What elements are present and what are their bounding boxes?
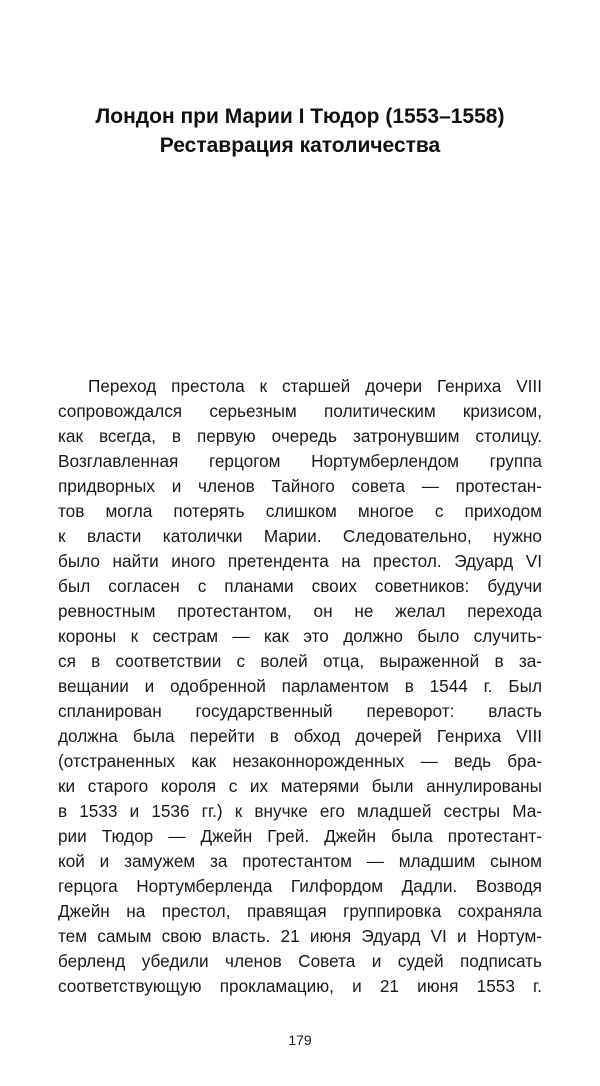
text-line: соответствующую прокламацию, и 21 июня 1553 г. bbox=[58, 976, 542, 996]
text-line: ки старого короля с их матерями были аннулированы bbox=[58, 776, 542, 796]
text-line: ся в соответствии с волей отца, выраженной в за- bbox=[58, 651, 542, 671]
text-line: Возглавленная герцогом Нортумберлендом группа bbox=[58, 451, 542, 471]
chapter-heading-line-2: Реставрация католичества bbox=[159, 134, 441, 157]
text-line: ревностным протестантом, он не желал перехода bbox=[58, 601, 542, 621]
text-line: в 1533 и 1536 гг.) к внучке его младшей сестры Ма- bbox=[58, 801, 542, 821]
text-line: был согласен с планами своих советников: будучи bbox=[58, 576, 542, 596]
text-line: тов могла потерять слишком многое с приходом bbox=[58, 501, 542, 521]
text-line: было найти иного претендента на престол. Эдуард VI bbox=[58, 551, 542, 571]
text-line: герцога Нортумберленда Гилфордом Дадли. Возводя bbox=[58, 876, 542, 896]
chapter-heading bbox=[40, 102, 560, 160]
text-line: тем самым свою власть. 21 июня Эдуард VI и Нортум- bbox=[58, 926, 542, 946]
text-line: короны к сестрам — как это должно было случить- bbox=[58, 626, 542, 646]
text-line: рии Тюдор — Джейн Грей. Джейн была протестант- bbox=[58, 826, 542, 846]
body-paragraph bbox=[58, 374, 542, 999]
text-line: Переход престола к старшей дочери Генриха VIII bbox=[88, 376, 542, 396]
text-line: спланирован государственный переворот: власть bbox=[58, 701, 542, 721]
text-line: берленд убедили членов Совета и судей подписать bbox=[58, 951, 542, 971]
text-line: сопровождался серьезным политическим кризисом, bbox=[58, 401, 542, 421]
text-line: (отстраненных как незаконнорожденных — ведь бра- bbox=[58, 751, 542, 771]
page-number: 179 bbox=[288, 1032, 312, 1048]
text-line: Джейн на престол, правящая группировка сохраняла bbox=[58, 901, 542, 921]
text-line: кой и замужем за протестантом — младшим сыном bbox=[58, 851, 542, 871]
text-line: вещании и одобренной парламентом в 1544 г. Был bbox=[58, 676, 542, 696]
text-line: придворных и членов Тайного совета — протестан- bbox=[58, 476, 542, 496]
text-line: как всегда, в первую очередь затронувшим столицу. bbox=[58, 426, 542, 446]
text-line: должна была перейти в обход дочерей Генриха VIII bbox=[58, 726, 542, 746]
chapter-heading-line-1: Лондон при Марии I Тюдор (1553–1558) bbox=[95, 105, 505, 128]
text-line: к власти католички Марии. Следовательно, нужно bbox=[58, 526, 542, 546]
